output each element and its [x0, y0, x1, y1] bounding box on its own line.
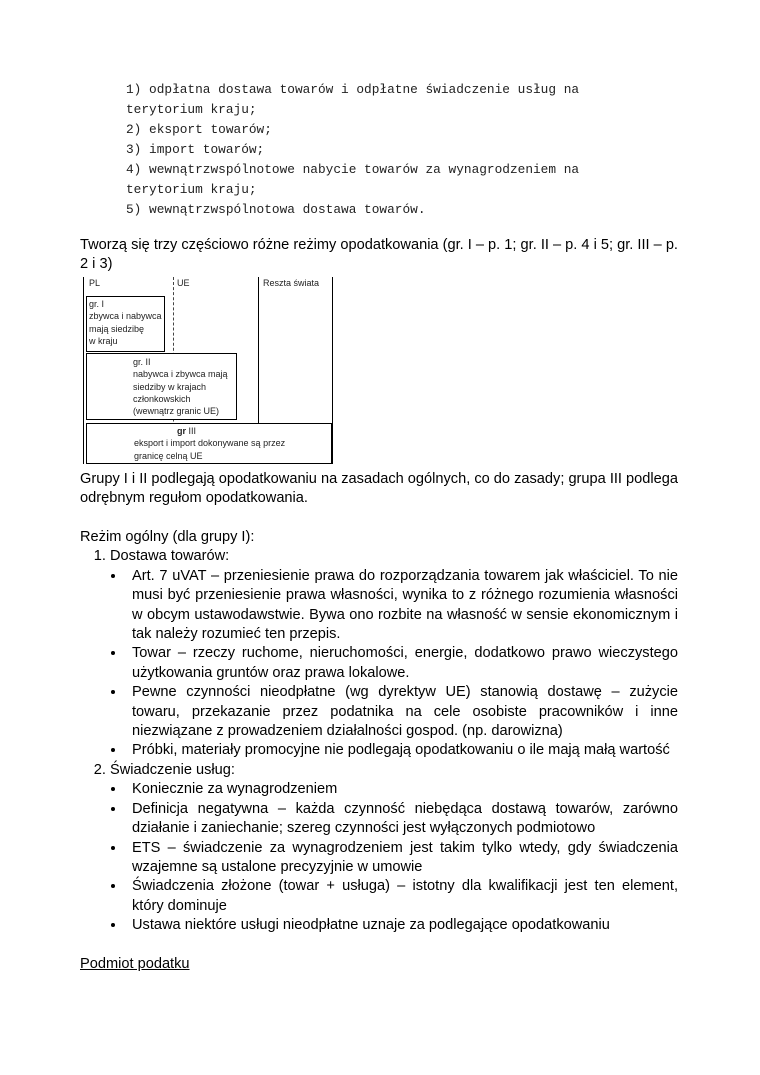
- list-line: 3) import towarów;: [126, 142, 265, 157]
- list-line: 5) wewnątrzwspólnotowa dostawa towarów.: [126, 202, 426, 217]
- label-rest-of-world: Reszta świata: [263, 278, 320, 288]
- section-goods: [110, 547, 678, 760]
- regime-section: [80, 528, 678, 974]
- gr1-line: mają siedzibę: [89, 323, 145, 334]
- tax-regime-diagram: [83, 277, 335, 464]
- list-line: terytorium kraju;: [126, 102, 257, 117]
- regime-list: [80, 547, 678, 935]
- bullet: • Definicja negatywna – każda czynność niebędąca dostawą towarów, zarówno działanie i zaniechanie; szereg czynności jest wyłączonych podmiotowo: [126, 800, 678, 839]
- label-pl: PL: [89, 278, 101, 288]
- gr3-title-rest: III: [186, 426, 197, 436]
- gr2-line: członkowskich: [133, 393, 191, 404]
- bullet: • Pewne czynności nieodpłatne (wg dyrektyw UE) stanowią dostawę – zużycie towaru, przekazanie przez podatnika na cele osobiste pracowników i inne niezwiązane z prowadzeniem działalności gospod. (np. darowizna): [126, 683, 678, 741]
- section-services: [110, 761, 678, 936]
- list-line: 1) odpłatna dostawa towarów i odpłatne świadczenie usług na: [126, 82, 580, 97]
- label-ue: UE: [177, 278, 190, 288]
- tax-subject-heading: Podmiot podatku: [80, 955, 190, 972]
- left-border: [83, 277, 84, 464]
- bullet: • Świadczenia złożone (towar + usługa) – istotny dla kwalifikacji jest ten element, który dominuje: [126, 877, 678, 916]
- gr3-line: eksport i import dokonywane są przez: [134, 438, 286, 449]
- bullet: • Towar – rzeczy ruchome, nieruchomości, energie, dodatkowo prawo wieczystego użytkowania gruntów oraz prawa lokalowe.: [126, 644, 678, 683]
- bullet: • Art. 7 uVAT – przeniesienie prawa do rozporządzania towarem jak właściciel. To nie musi być przeniesienie prawa własności, wynika to z różnego rozumienia własności w obcym ustawodawstwie. Bywa ono rozbite na własność w sensie ekonomicznym i tak należy rozumieć ten przepis.: [126, 567, 678, 645]
- bullet: • Próbki, materiały promocyjne nie podlegają opodatkowaniu o ile mają małą wartość: [126, 741, 678, 760]
- ue-rest-divider: [258, 277, 259, 439]
- gr3-title: [134, 425, 331, 437]
- gr3-title-bold: gr: [177, 426, 186, 436]
- group-1-box: [86, 296, 165, 352]
- bullet: • Ustawa niektóre usługi nieodpłatne uznaje za podlegające opodatkowaniu: [126, 916, 678, 935]
- list-line: 4) wewnątrzwspólnotowe nabycie towarów za wynagrodzeniem na: [126, 162, 580, 177]
- bullet: • ETS – świadczenie za wynagrodzeniem jest takim tylko wtedy, gdy świadczenia wzajemne są ustalone precyzyjnie w umowie: [126, 839, 678, 878]
- gr2-line: siedziby w krajach: [133, 381, 207, 392]
- regime-heading: Reżim ogólny (dla grupy I):: [80, 529, 255, 545]
- section-title: Świadczenie usług:: [110, 761, 235, 778]
- right-border: [332, 277, 333, 464]
- section-title: Dostawa towarów:: [110, 548, 230, 565]
- gr1-line: zbywca i nabywca: [89, 311, 162, 322]
- taxable-activities-list: [126, 80, 579, 220]
- group-3-box: [86, 423, 332, 464]
- gr1-line: gr. I: [89, 299, 105, 309]
- group-2-box: [86, 353, 237, 420]
- list-line: 2) eksport towarów;: [126, 122, 272, 137]
- intro-paragraph: Tworzą się trzy częściowo różne reżimy opodatkowania (gr. I – p. 1; gr. II – p. 4 i 5; gr. III – p. 2 i 3): [80, 237, 678, 273]
- gr2-line: (wewnątrz granic UE): [133, 406, 220, 417]
- gr2-line: nabywca i zbywca mają: [133, 369, 228, 380]
- groups-note: Grupy I i II podlegają opodatkowaniu na zasadach ogólnych, co do zasady; grupa III podlega odrębnym regułom opodatkowania.: [80, 471, 678, 507]
- gr3-line: granicę celną UE: [134, 450, 203, 461]
- bullet: • Koniecznie za wynagrodzeniem: [126, 780, 678, 799]
- list-line: terytorium kraju;: [126, 182, 257, 197]
- gr2-line: gr. II: [133, 357, 151, 367]
- gr1-line: w kraju: [89, 335, 118, 346]
